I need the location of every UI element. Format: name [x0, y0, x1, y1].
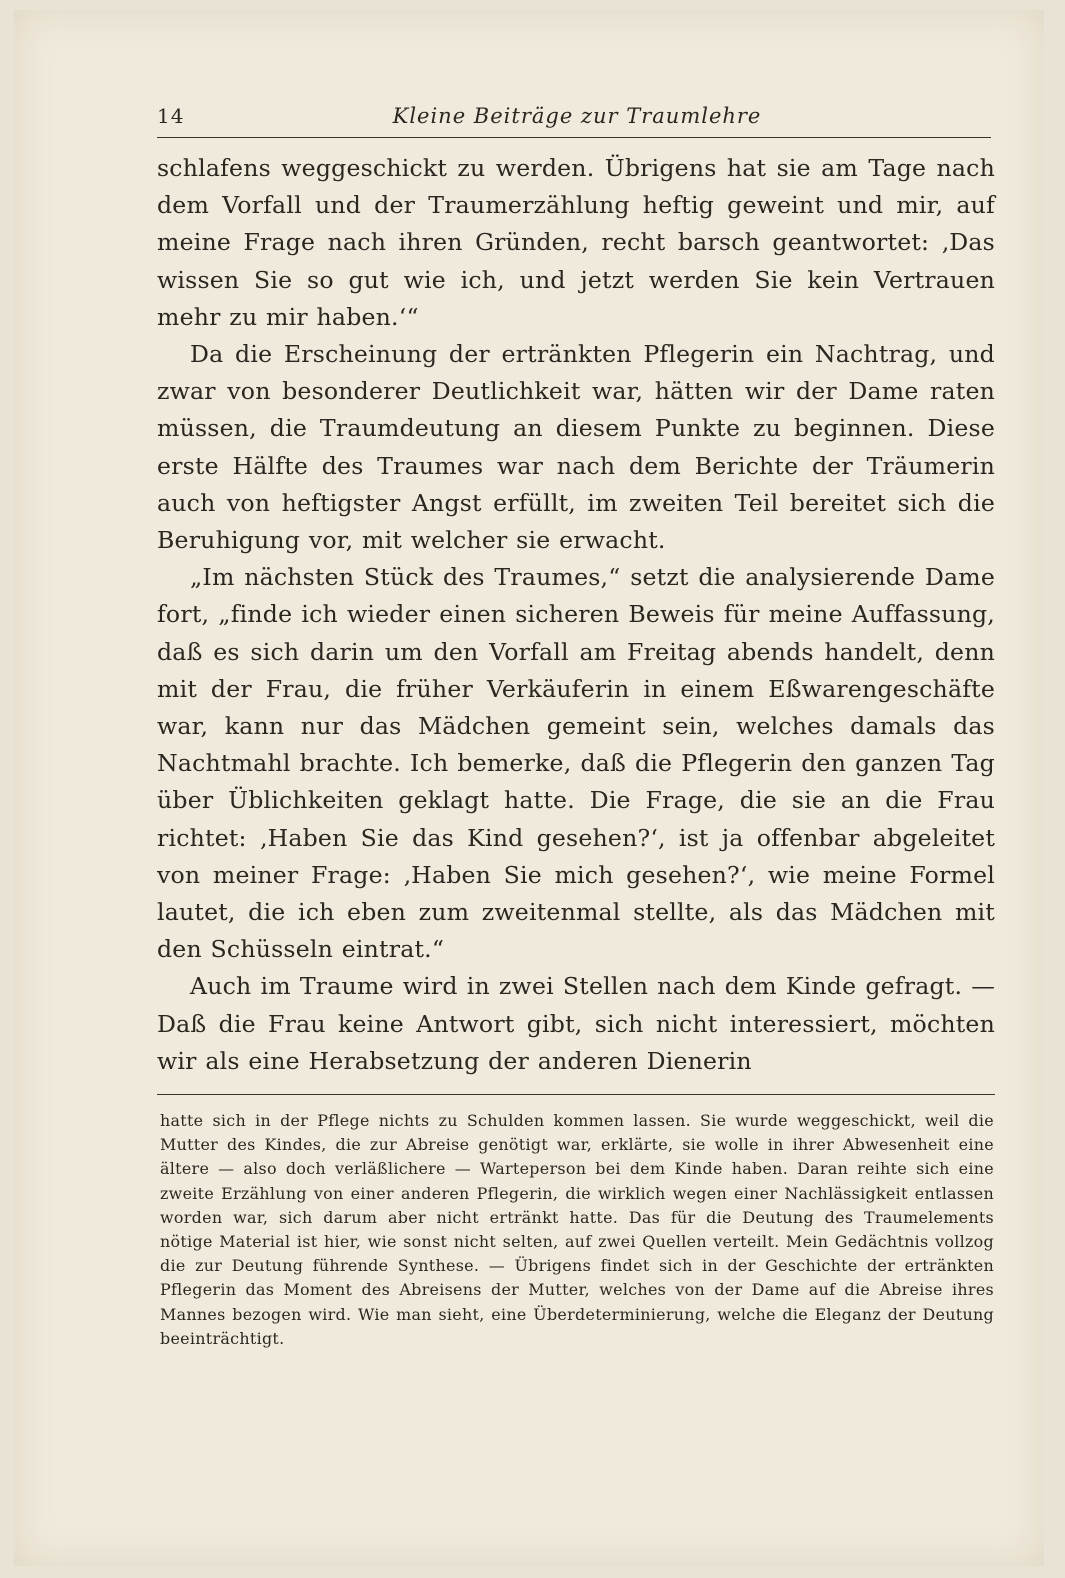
paragraph-continued: schlafens weggeschickt zu werden. Übrigens hat sie am Tage nach dem Vorfall und der Traumerzählung heftig geweint und mir, auf meine Frage nach ihren Gründen, recht barsch geantwortet: ‚Das wissen Sie so gut wie ich, und jetzt werden Sie kein Vertrauen mehr zu mir haben.‘“ [157, 154, 995, 331]
header-rule [157, 137, 991, 138]
footnote: hatte sich in der Pflege nichts zu Schulden kommen lassen. Sie wurde weggeschickt, weil die Mutter des Kindes, die zur Abreise genötigt war, erklärte, sie wolle in ihrer Abwesenheit eine ältere — also doch verläßlichere — Warteperson bei dem Kinde haben. Daran reihte sich eine zweite Erzählung von einer anderen Pflegerin, die wirklich wegen einer Nachlässigkeit entlassen worden war, sich darum aber nicht ertränkt hatte. Das für die Deutung des Traumelements nötige Material ist hier, wie sonst nicht selten, auf zwei Quellen verteilt. Mein Gedächtnis vollzog die zur Deutung führende Synthese. — Übrigens findet sich in der Geschichte der ertränkten Pflegerin das Moment des Abreisens der Mutter, welches von der Dame auf die Abreise ihres Mannes bezogen wird. Wie man sieht, eine Überdeterminierung, welche die Eleganz der Deutung beeinträchtigt. [160, 1111, 994, 1348]
main-text [157, 150, 995, 1080]
paragraph: „Im nächsten Stück des Traumes,“ setzt die analysierende Dame fort, „finde ich wieder einen sicheren Beweis für meine Auffassung, daß es sich darin um den Vorfall am Freitag abends handelt, denn mit der Frau, die früher Verkäuferin in einem Eßwarengeschäfte war, kann nur das Mädchen gemeint sein, welches damals das Nachtmahl brachte. Ich bemerke, daß die Pflegerin den ganzen Tag über Üblichkeiten geklagt hatte. Die Frage, die sie an die Frau richtet: ‚Haben Sie das Kind gesehen?‘, ist ja offenbar abgeleitet von meiner Frage: ‚Haben Sie mich gesehen?‘, wie meine Formel lautet, die ich eben zum zweitenmal stellte, als das Mädchen mit den Schüsseln eintrat.“ [157, 563, 995, 964]
page-header [157, 104, 997, 134]
page-number: 14 [157, 104, 185, 128]
paragraph: Auch im Traume wird in zwei Stellen nach dem Kinde gefragt. — Daß die Frau keine Antwort gibt, sich nicht interessiert, möchten wir als eine Herabsetzung der anderen Dienerin [157, 972, 995, 1075]
paragraph: Da die Erscheinung der ertränkten Pflegerin ein Nachtrag, und zwar von besonderer Deutlichkeit war, hätten wir der Dame raten müssen, die Traumdeutung an diesem Punkte zu beginnen. Diese erste Hälfte des Traumes war nach dem Berichte der Träumerin auch von heftigster Angst erfüllt, im zweiten Teil bereitet sich die Beruhigung vor, mit welcher sie erwacht. [157, 340, 995, 555]
footnote-rule [157, 1094, 995, 1095]
running-title: Kleine Beiträge zur Traumlehre [392, 104, 762, 128]
